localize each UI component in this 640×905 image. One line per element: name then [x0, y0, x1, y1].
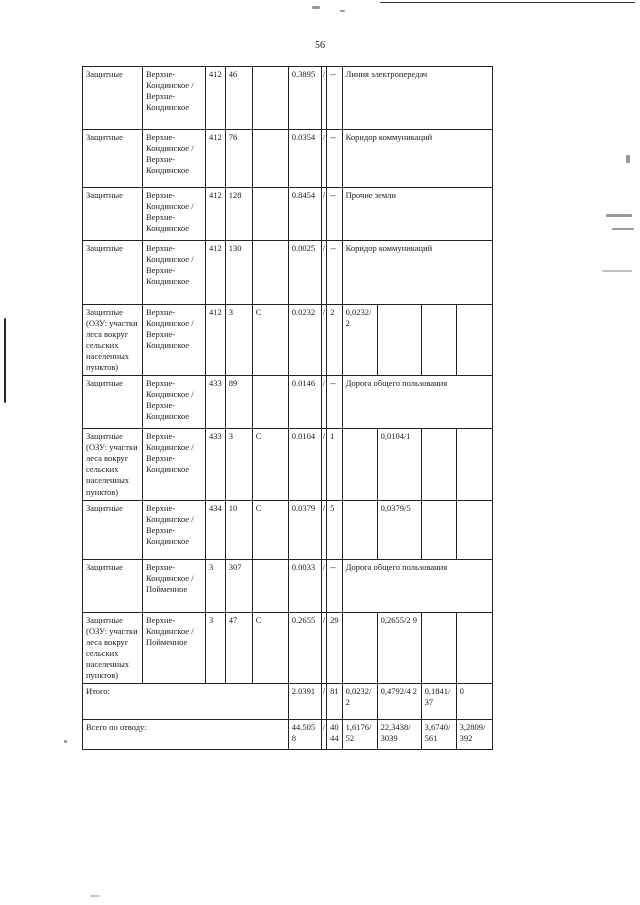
- value-cell-c: [421, 500, 456, 559]
- quarter-cell: 412: [206, 305, 226, 376]
- kat-cell: [252, 241, 288, 305]
- value-cell-b: 0,0104/1: [377, 429, 421, 500]
- value-cell-c: [421, 429, 456, 500]
- count-cell: --: [327, 188, 343, 241]
- plot-cell: 3: [225, 305, 252, 376]
- subtotal-b: 0,4792/4 2: [377, 683, 421, 719]
- kat-cell: [252, 376, 288, 429]
- district-cell: Верхне-Кондинское / Пойменное: [143, 612, 206, 683]
- category-cell: Защитные (ОЗУ: участки леса вокруг сельских населенных пунктов): [83, 612, 143, 683]
- land-allotment-table: [82, 66, 493, 750]
- table-row: [83, 559, 493, 612]
- table-row: [83, 241, 493, 305]
- value-cell-d: [456, 500, 492, 559]
- slash-cell: /: [321, 130, 326, 188]
- value-cell-a: [342, 429, 377, 500]
- total-b: 22,3438/ 3039: [377, 719, 421, 749]
- quarter-cell: 433: [206, 429, 226, 500]
- count-cell: 1: [327, 429, 343, 500]
- plot-cell: 89: [225, 376, 252, 429]
- total-d: 3,2809/ 392: [456, 719, 492, 749]
- value-cell-c: [421, 305, 456, 376]
- district-cell: Верхне-Кондинское / Верхне-Кондинское: [143, 67, 206, 130]
- note-cell: Линия электропередач: [342, 67, 492, 130]
- count-cell: 5: [327, 500, 343, 559]
- value-cell-b: [377, 305, 421, 376]
- slash-cell: /: [321, 612, 326, 683]
- area-cell: 0.0033: [288, 559, 321, 612]
- quarter-cell: 3: [206, 559, 226, 612]
- total-slash: /: [321, 719, 326, 749]
- plot-cell: 130: [225, 241, 252, 305]
- value-cell-b: 0,0379/5: [377, 500, 421, 559]
- kat-cell: [252, 67, 288, 130]
- count-cell: 29: [327, 612, 343, 683]
- kat-cell: [252, 130, 288, 188]
- category-cell: Защитные: [83, 188, 143, 241]
- subtotal-c: 0,1841/ 37: [421, 683, 456, 719]
- table-row: [83, 305, 493, 376]
- subtotal-label: Итого:: [83, 683, 289, 719]
- total-area: 44.505 8: [288, 719, 321, 749]
- plot-cell: 307: [225, 559, 252, 612]
- plot-cell: 3: [225, 429, 252, 500]
- district-cell: Верхне-Кондинское / Верхне-Кондинское: [143, 130, 206, 188]
- count-cell: --: [327, 241, 343, 305]
- slash-cell: /: [321, 241, 326, 305]
- area-cell: 0.0146: [288, 376, 321, 429]
- kat-cell: С: [252, 612, 288, 683]
- total-row: [83, 719, 493, 749]
- table-row: [83, 376, 493, 429]
- page-number: 56: [315, 40, 325, 51]
- table-row: [83, 130, 493, 188]
- quarter-cell: 3: [206, 612, 226, 683]
- area-cell: 0.0104: [288, 429, 321, 500]
- quarter-cell: 412: [206, 241, 226, 305]
- quarter-cell: 433: [206, 376, 226, 429]
- quarter-cell: 434: [206, 500, 226, 559]
- subtotal-count: 81: [327, 683, 343, 719]
- district-cell: Верхне-Кондинское / Верхне-Кондинское: [143, 241, 206, 305]
- total-c: 3,6740/ 561: [421, 719, 456, 749]
- quarter-cell: 412: [206, 67, 226, 130]
- category-cell: Защитные: [83, 500, 143, 559]
- district-cell: Верхне-Кондинское / Верхне-Кондинское: [143, 429, 206, 500]
- category-cell: Защитные: [83, 376, 143, 429]
- count-cell: --: [327, 376, 343, 429]
- note-cell: Коридор коммуникаций: [342, 130, 492, 188]
- plot-cell: 47: [225, 612, 252, 683]
- category-cell: Защитные: [83, 559, 143, 612]
- category-cell: Защитные (ОЗУ: участки леса вокруг сельских населенных пунктов): [83, 305, 143, 376]
- category-cell: Защитные: [83, 241, 143, 305]
- plot-cell: 128: [225, 188, 252, 241]
- table-row: [83, 429, 493, 500]
- district-cell: Верхне-Кондинское / Верхне-Кондинское: [143, 305, 206, 376]
- value-cell-d: [456, 612, 492, 683]
- plot-cell: 46: [225, 67, 252, 130]
- note-cell: Дорога общего пользования: [342, 559, 492, 612]
- total-a: 1,6176/ 52: [342, 719, 377, 749]
- plot-cell: 76: [225, 130, 252, 188]
- table-body: [83, 67, 493, 750]
- area-cell: 0.0232: [288, 305, 321, 376]
- subtotal-area: 2.0391: [288, 683, 321, 719]
- category-cell: Защитные: [83, 67, 143, 130]
- slash-cell: /: [321, 67, 326, 130]
- slash-cell: /: [321, 559, 326, 612]
- kat-cell: С: [252, 305, 288, 376]
- area-cell: 0.2655: [288, 612, 321, 683]
- count-cell: --: [327, 67, 343, 130]
- value-cell-a: [342, 612, 377, 683]
- subtotal-slash: /: [321, 683, 326, 719]
- kat-cell: С: [252, 500, 288, 559]
- area-cell: 0.0354: [288, 130, 321, 188]
- kat-cell: С: [252, 429, 288, 500]
- value-cell-a: [342, 500, 377, 559]
- value-cell-c: [421, 612, 456, 683]
- district-cell: Верхне-Кондинское / Верхне-Кондинское: [143, 500, 206, 559]
- table-row: [83, 188, 493, 241]
- area-cell: 0.8454: [288, 188, 321, 241]
- slash-cell: /: [321, 305, 326, 376]
- district-cell: Верхне-Кондинское / Верхне-Кондинское: [143, 376, 206, 429]
- table-row: [83, 500, 493, 559]
- subtotal-a: 0,0232/ 2: [342, 683, 377, 719]
- value-cell-d: [456, 305, 492, 376]
- kat-cell: [252, 559, 288, 612]
- district-cell: Верхне-Кондинское / Пойменное: [143, 559, 206, 612]
- district-cell: Верхне-Кондинское / Верхне-Кондинское: [143, 188, 206, 241]
- category-cell: Защитные (ОЗУ: участки леса вокруг сельских населенных пунктов): [83, 429, 143, 500]
- total-label: Всего по отводу:: [83, 719, 289, 749]
- category-cell: Защитные: [83, 130, 143, 188]
- area-cell: 0.0025: [288, 241, 321, 305]
- table-row: [83, 612, 493, 683]
- subtotal-d: 0: [456, 683, 492, 719]
- subtotal-row: [83, 683, 493, 719]
- kat-cell: [252, 188, 288, 241]
- value-cell-b: 0,2655/2 9: [377, 612, 421, 683]
- area-cell: 0.3895: [288, 67, 321, 130]
- area-cell: 0.0379: [288, 500, 321, 559]
- quarter-cell: 412: [206, 188, 226, 241]
- value-cell-a: 0,0232/ 2: [342, 305, 377, 376]
- slash-cell: /: [321, 376, 326, 429]
- quarter-cell: 412: [206, 130, 226, 188]
- total-count: 40 44: [327, 719, 343, 749]
- count-cell: --: [327, 559, 343, 612]
- value-cell-d: [456, 429, 492, 500]
- note-cell: Коридор коммуникаций: [342, 241, 492, 305]
- slash-cell: /: [321, 500, 326, 559]
- slash-cell: /: [321, 429, 326, 500]
- count-cell: 2: [327, 305, 343, 376]
- note-cell: Дорога общего пользования: [342, 376, 492, 429]
- slash-cell: /: [321, 188, 326, 241]
- table-row: [83, 67, 493, 130]
- note-cell: Прочие земли: [342, 188, 492, 241]
- count-cell: --: [327, 130, 343, 188]
- plot-cell: 10: [225, 500, 252, 559]
